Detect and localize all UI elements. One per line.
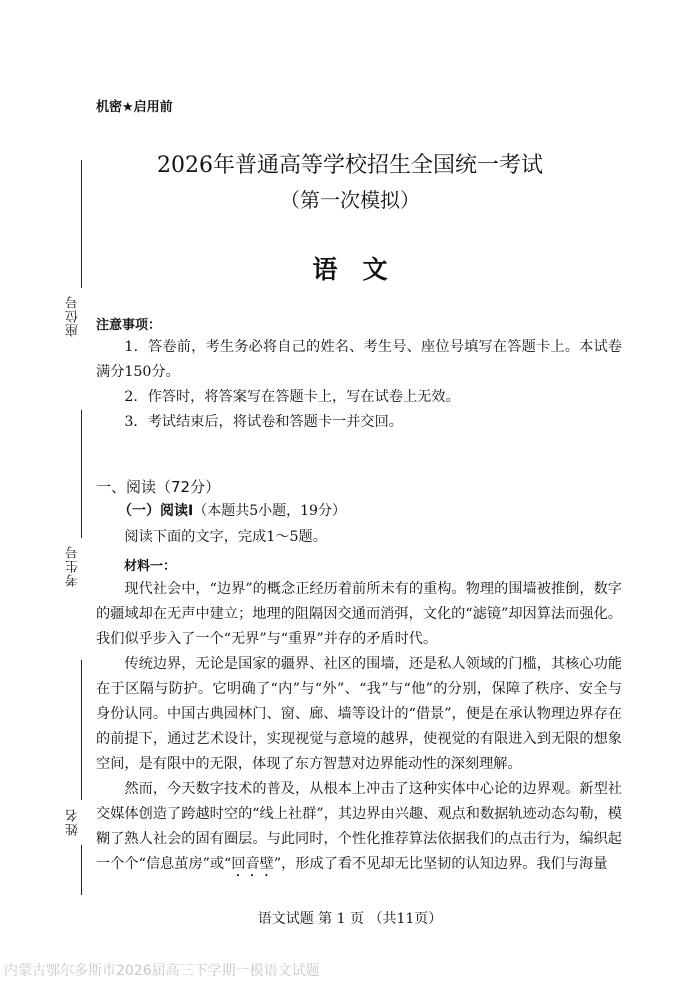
seat-label: 座位号 bbox=[66, 295, 81, 337]
paragraph: 传统边界，无论是国家的疆界、社区的围墙，还是私人领域的门槛，其核心功能在于区隔与防护。它明确了“内”与“外”、“我”与“他”的分别，保障了秩序、安全与身份认同。中国古典园林门、窗、廊、墙等设计的“借景”，便是在承认物理边界存在的前提下，通过艺术设计，实现视觉与意境的越界，使视觉的有限进入到无限的想象空间，是有限中的无限，体现了东方智慧对边界能动性的深刻理解。 bbox=[96, 656, 622, 772]
note-item: 1．答卷前，考生务必将自己的姓名、考生号、座位号填写在答题卡上。本试卷满分150分。 bbox=[96, 339, 622, 380]
watermark: 内蒙古鄂尔多斯市2026届高三下学期一模语文试题 bbox=[4, 963, 320, 979]
note-item: 2．作答时，将答案写在答题卡上，写在试卷上无效。 bbox=[124, 389, 460, 405]
binding-line bbox=[81, 160, 82, 288]
paragraph: 现代社会中，“边界”的概念正经历着前所未有的重构。物理的围墙被推倒，数字的疆域却在无声中建立；地理的阻隔因交通而消弭，文化的“滤镜”却因算法而强化。我们似乎步入了一个“无界”与“重界”并存的矛盾时代。 bbox=[96, 581, 622, 647]
note-item: 3．考试结束后，将试卷和答题卡一并交回。 bbox=[124, 414, 403, 430]
exam-number-label: 考生号 bbox=[66, 545, 81, 587]
paragraph bbox=[96, 777, 622, 880]
subject-title: 语 文 bbox=[312, 255, 388, 284]
paragraph-text: ”，形成了看不见却无比坚韧的认知边界。我们与海量 bbox=[273, 856, 608, 872]
subsection-title bbox=[118, 500, 346, 520]
binding-line bbox=[81, 410, 82, 538]
page-footer: 语文试题 第 1 页 （共11页） bbox=[257, 911, 443, 927]
subsection-info: （本题共5小题，19分） bbox=[193, 503, 346, 519]
emphasized-text: 回音壁 bbox=[231, 856, 274, 872]
binding-line bbox=[81, 845, 82, 895]
section-title: 一、阅读（72分） bbox=[96, 478, 221, 496]
paragraph-text: 然而，今天数字技术的普及，从根本上冲击了这种实体中心论的边界观。新型社交媒体创造了跨越时空的“线上社群”，其边界由兴趣、观点和数据轨迹动态勾勒，模糊了熟人社会的固有圈层。与此同时，个性化推荐算法依据我们的点击行为，编织起一个个“信息茧房”或“ bbox=[96, 781, 622, 872]
confidential-label: 机密★启用前 bbox=[96, 100, 173, 115]
exam-title: 2026年普通高等学校招生全国统一考试 bbox=[157, 153, 543, 178]
exam-subtitle: （第一次模拟） bbox=[280, 188, 420, 212]
instruction: 阅读下面的文字，完成1～5题。 bbox=[124, 529, 327, 545]
notes-heading: 注意事项： bbox=[96, 318, 162, 333]
material-label: 材料一： bbox=[124, 559, 177, 574]
name-label: 姓名 bbox=[66, 808, 81, 836]
binding-line bbox=[81, 660, 82, 800]
subsection-bold: （一）阅读Ⅰ bbox=[118, 503, 194, 519]
